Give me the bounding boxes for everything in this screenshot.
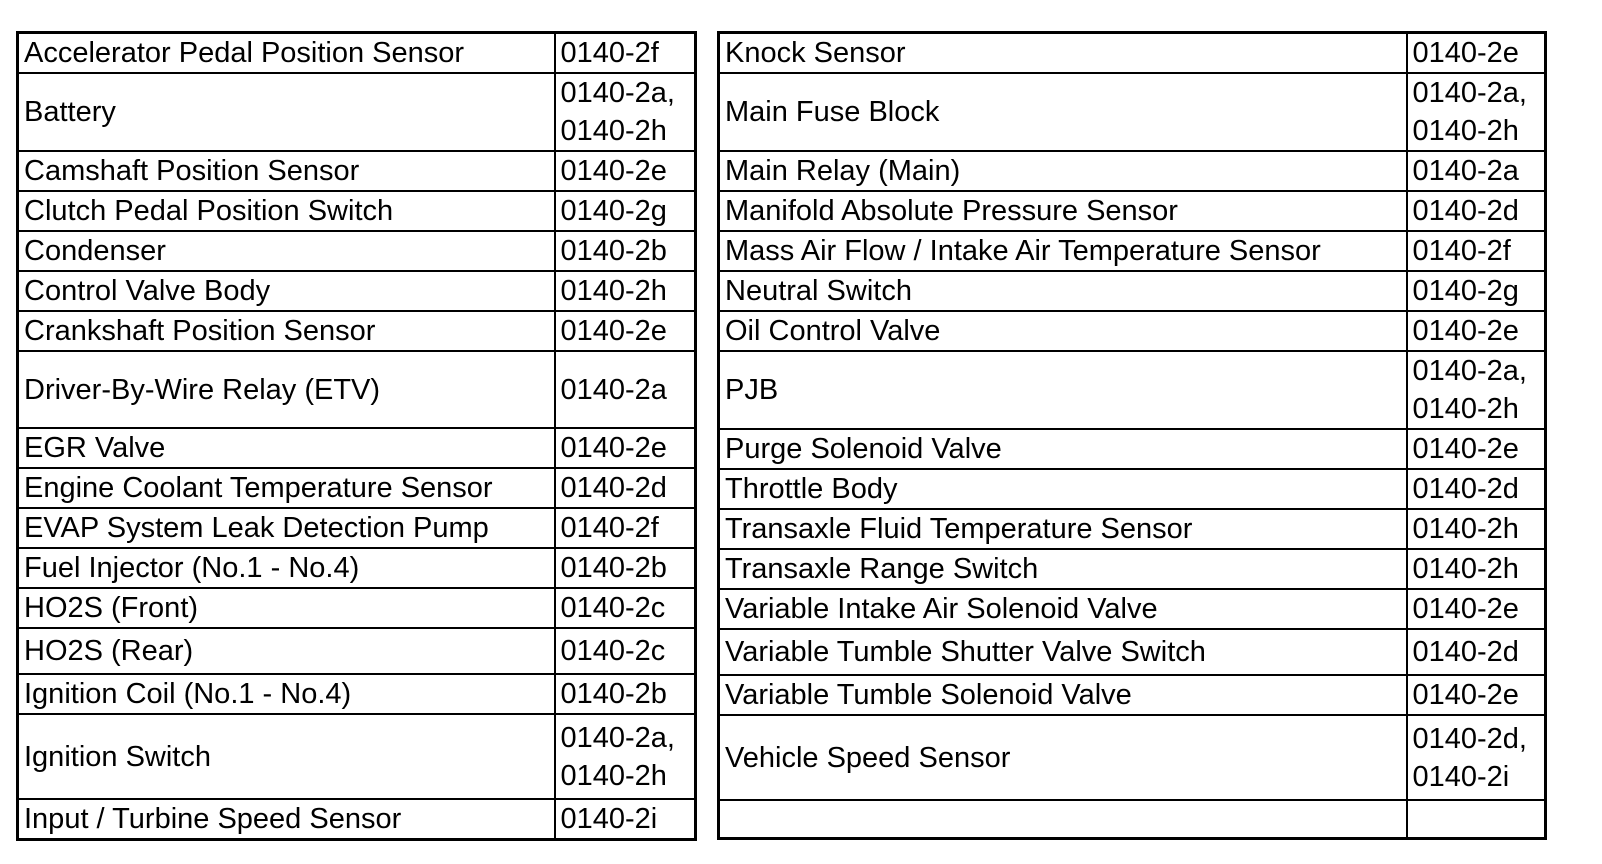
reference-code-cell [555,674,696,714]
reference-code: 0140-2a, [1412,77,1527,109]
table-row [18,231,696,271]
table-row [719,311,1546,351]
component-location-index [16,31,1544,835]
reference-code-cell [555,191,696,231]
component-table-left [16,31,697,841]
table-row [18,588,696,628]
table-row [719,73,1546,151]
table-row [719,509,1546,549]
component-name-cell: Neutral Switch [719,271,1407,311]
reference-code: 0140-2i [560,803,658,835]
table-row [719,715,1546,800]
component-name-cell: Input / Turbine Speed Sensor [18,799,555,840]
reference-code-cell [1407,429,1546,469]
component-name-cell: Driver-By-Wire Relay (ETV) [18,351,555,428]
reference-code-cell [1407,33,1546,74]
component-name-cell: Ignition Switch [18,714,555,799]
component-name-cell: HO2S (Front) [18,588,555,628]
component-name-cell: Main Relay (Main) [719,151,1407,191]
component-name-cell: Accelerator Pedal Position Sensor [18,33,555,74]
reference-code: 0140-2b [560,678,667,710]
reference-code: 0140-2h [1412,553,1519,585]
reference-code: 0140-2a, [1412,355,1527,387]
reference-code-cell [1407,231,1546,271]
reference-code: 0140-2d [1412,473,1519,505]
table-row [18,191,696,231]
reference-code: 0140-2h [560,759,667,792]
right-table-body [719,33,1546,839]
table-row [18,271,696,311]
reference-code: 0140-2h [1412,393,1519,425]
reference-code-cell [1407,800,1546,838]
component-name-cell: Main Fuse Block [719,73,1407,151]
table-row [719,231,1546,271]
component-name-cell: Camshaft Position Sensor [18,151,555,191]
table-row [18,799,696,840]
reference-code-cell [1407,589,1546,629]
table-row [18,351,696,428]
component-name-cell: Fuel Injector (No.1 - No.4) [18,548,555,588]
component-name-cell: Oil Control Valve [719,311,1407,351]
reference-code: 0140-2e [1412,37,1519,69]
component-name-cell: EGR Valve [18,428,555,468]
component-name-cell: Manifold Absolute Pressure Sensor [719,191,1407,231]
component-name-cell [719,800,1407,838]
reference-code: 0140-2h [1412,115,1519,147]
table-row [719,675,1546,715]
component-name-cell: Variable Tumble Shutter Valve Switch [719,629,1407,675]
table-row [18,714,696,799]
reference-code-cell [555,151,696,191]
table-row [18,33,696,74]
reference-code-cell [555,33,696,74]
reference-code-cell [1407,73,1546,151]
reference-code-cell [555,468,696,508]
reference-code-cell [555,628,696,674]
reference-code: 0140-2e [560,315,667,347]
component-name-cell: Variable Tumble Solenoid Valve [719,675,1407,715]
reference-code-cell [555,73,696,151]
reference-code: 0140-2b [560,552,667,584]
component-name-cell: Purge Solenoid Valve [719,429,1407,469]
table-row [18,628,696,674]
component-name-cell: Clutch Pedal Position Switch [18,191,555,231]
reference-code: 0140-2d [1412,195,1519,227]
reference-code: 0140-2d [1412,636,1519,668]
reference-code-cell [555,799,696,840]
reference-code-cell [1407,675,1546,715]
reference-code: 0140-2i [1412,760,1510,793]
table-row [18,508,696,548]
component-table-right [717,31,1547,840]
reference-code-cell [1407,549,1546,589]
table-row [18,674,696,714]
table-row [719,589,1546,629]
reference-code-cell [555,231,696,271]
component-name-cell: Throttle Body [719,469,1407,509]
component-name-cell: Control Valve Body [18,271,555,311]
reference-code-cell [555,311,696,351]
left-table-body [18,33,696,840]
component-name-cell: PJB [719,351,1407,429]
reference-code-cell [1407,469,1546,509]
reference-code: 0140-2h [1412,513,1519,545]
reference-code-cell [1407,191,1546,231]
reference-code: 0140-2e [1412,593,1519,625]
reference-code: 0140-2g [1412,275,1519,307]
reference-code-cell [555,714,696,799]
component-name-cell: Vehicle Speed Sensor [719,715,1407,800]
reference-code-cell [1407,311,1546,351]
table-row [18,468,696,508]
table-row [18,548,696,588]
reference-code-cell [1407,351,1546,429]
component-name-cell: EVAP System Leak Detection Pump [18,508,555,548]
component-name-cell: HO2S (Rear) [18,628,555,674]
reference-code-cell [555,588,696,628]
component-name-cell: Engine Coolant Temperature Sensor [18,468,555,508]
reference-code-cell [555,351,696,428]
reference-code-cell [1407,271,1546,311]
reference-code: 0140-2a, [560,721,675,754]
component-name-cell: Knock Sensor [719,33,1407,74]
reference-code-cell [555,428,696,468]
table-row [719,549,1546,589]
table-row [18,151,696,191]
reference-code-cell [1407,715,1546,800]
reference-code: 0140-2a [560,373,667,406]
reference-code: 0140-2f [1412,235,1511,267]
reference-code: 0140-2e [1412,433,1519,465]
reference-code-cell [555,508,696,548]
table-row [18,428,696,468]
reference-code-cell [555,548,696,588]
component-name-cell: Mass Air Flow / Intake Air Temperature Sensor [719,231,1407,271]
table-row [719,351,1546,429]
reference-code-cell [1407,509,1546,549]
reference-code: 0140-2g [560,195,667,227]
table-row [719,629,1546,675]
component-name-cell: Condenser [18,231,555,271]
table-row [719,429,1546,469]
reference-code: 0140-2c [560,592,666,624]
reference-code: 0140-2h [560,115,667,147]
component-name-cell: Transaxle Fluid Temperature Sensor [719,509,1407,549]
component-name-cell: Transaxle Range Switch [719,549,1407,589]
table-row [18,73,696,151]
reference-code: 0140-2f [560,37,659,69]
table-row [719,151,1546,191]
reference-code: 0140-2d [560,472,667,504]
table-row [719,191,1546,231]
reference-code-cell [1407,629,1546,675]
reference-code: 0140-2e [1412,679,1519,711]
reference-code: 0140-2f [560,512,659,544]
reference-code: 0140-2d, [1412,722,1527,755]
component-name-cell: Battery [18,73,555,151]
reference-code: 0140-2h [560,275,667,307]
table-row [719,469,1546,509]
table-row [719,800,1546,838]
reference-code: 0140-2e [560,155,667,187]
table-row [719,271,1546,311]
reference-code: 0140-2e [560,432,667,464]
reference-code: 0140-2b [560,235,667,267]
reference-code: 0140-2c [560,635,666,667]
table-row [719,33,1546,74]
component-name-cell: Ignition Coil (No.1 - No.4) [18,674,555,714]
table-row [18,311,696,351]
component-name-cell: Variable Intake Air Solenoid Valve [719,589,1407,629]
component-name-cell: Crankshaft Position Sensor [18,311,555,351]
reference-code: 0140-2a [1412,155,1519,187]
reference-code-cell [555,271,696,311]
reference-code: 0140-2a, [560,77,675,109]
reference-code: 0140-2e [1412,315,1519,347]
reference-code-cell [1407,151,1546,191]
